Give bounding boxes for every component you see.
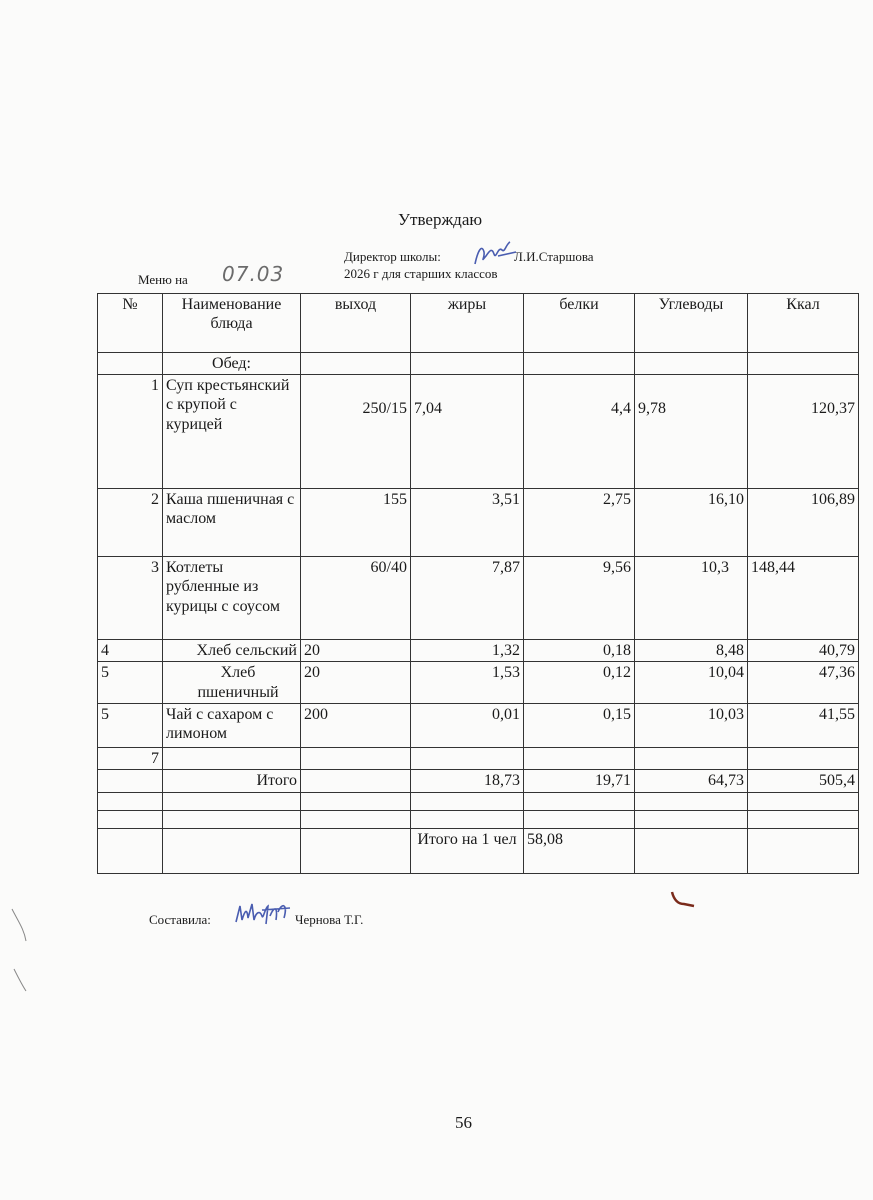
cell-yield: 20 [301, 662, 411, 703]
cell-carbs: 10,3 [635, 557, 748, 640]
total-protein: 19,71 [524, 769, 635, 792]
header-kcal: Ккал [748, 294, 859, 353]
cell-yield: 250/15 [301, 375, 411, 489]
composer-signature [232, 898, 292, 930]
total-carbs: 64,73 [635, 769, 748, 792]
header-name: Наименование блюда [163, 294, 301, 353]
header-num: № [98, 294, 163, 353]
director-signature [472, 236, 518, 270]
cell-fat: 3,51 [411, 489, 524, 557]
class-line: 2026 г для старших классов [344, 266, 498, 281]
cell-num: 7 [98, 747, 163, 769]
composed-label: Составила: [149, 912, 211, 927]
cell-carbs: 16,10 [635, 489, 748, 557]
cell-name: Суп крестьянский с крупой с курицей [163, 375, 301, 489]
cell-fat: 0,01 [411, 703, 524, 747]
cell-carbs: 9,78 [635, 375, 748, 489]
cell-carbs: 10,03 [635, 703, 748, 747]
table-row [98, 662, 859, 703]
menu-table [97, 293, 859, 874]
cell-num: 5 [98, 662, 163, 703]
cell-yield: 60/40 [301, 557, 411, 640]
cell-protein: 4,4 [524, 375, 635, 489]
cell-fat: 7,87 [411, 557, 524, 640]
table-row [98, 375, 859, 489]
section-label: Обед: [163, 353, 301, 375]
table-row [98, 703, 859, 747]
cell-yield: 155 [301, 489, 411, 557]
director-label: Директор школы: [344, 249, 441, 264]
cell-protein: 2,75 [524, 489, 635, 557]
cell-kcal: 120,37 [748, 375, 859, 489]
cell-num: 5 [98, 703, 163, 747]
header-yield: выход [301, 294, 411, 353]
ink-mark-decoration [668, 888, 702, 910]
menu-label: Меню на [138, 272, 188, 287]
table-row [98, 640, 859, 662]
cell-kcal: 40,79 [748, 640, 859, 662]
director-name: Л.И.Старшова [514, 249, 594, 264]
cell-name: Котлеты рубленные из курицы с соусом [163, 557, 301, 640]
cell-carbs: 8,48 [635, 640, 748, 662]
total-label: Итого [163, 769, 301, 792]
header-fat: жиры [411, 294, 524, 353]
cell-protein: 0,18 [524, 640, 635, 662]
cell-yield: 200 [301, 703, 411, 747]
cell-num: 2 [98, 489, 163, 557]
cell-name: Хлеб сельский [163, 640, 301, 662]
cell-fat: 1,32 [411, 640, 524, 662]
cell-protein: 0,15 [524, 703, 635, 747]
header-protein: белки [524, 294, 635, 353]
cell-name: Чай с сахаром с лимоном [163, 703, 301, 747]
cell-kcal: 47,36 [748, 662, 859, 703]
cell-carbs: 10,04 [635, 662, 748, 703]
table-row [98, 489, 859, 557]
page-number: 56 [455, 1113, 472, 1132]
total-row [98, 769, 859, 792]
cell-kcal: 41,55 [748, 703, 859, 747]
empty-row [98, 792, 859, 810]
table-row [98, 557, 859, 640]
cell-fat: 7,04 [411, 375, 524, 489]
cell-name: Каша пшеничная с маслом [163, 489, 301, 557]
total-fat: 18,73 [411, 769, 524, 792]
composer-name: Чернова Т.Г. [295, 912, 364, 927]
empty-row [98, 810, 859, 828]
cell-protein: 0,12 [524, 662, 635, 703]
table-row [98, 747, 859, 769]
cell-num: 4 [98, 640, 163, 662]
table-header-row [98, 294, 859, 353]
cell-num: 1 [98, 375, 163, 489]
per-person-value: 58,08 [524, 828, 635, 873]
cell-protein: 9,56 [524, 557, 635, 640]
approve-heading: Утверждаю [398, 210, 483, 229]
cell-yield: 20 [301, 640, 411, 662]
total-kcal: 505,4 [748, 769, 859, 792]
header-carbs: Углеводы [635, 294, 748, 353]
scan-edge-decoration [8, 905, 28, 995]
section-row [98, 353, 859, 375]
cell-fat: 1,53 [411, 662, 524, 703]
per-person-row [98, 828, 859, 873]
cell-kcal: 148,44 [748, 557, 859, 640]
cell-kcal: 106,89 [748, 489, 859, 557]
cell-name: Хлеб пшеничный [163, 662, 301, 703]
per-person-label: Итого на 1 чел [411, 828, 524, 873]
menu-date: 07.03 [222, 262, 285, 286]
cell-num: 3 [98, 557, 163, 640]
